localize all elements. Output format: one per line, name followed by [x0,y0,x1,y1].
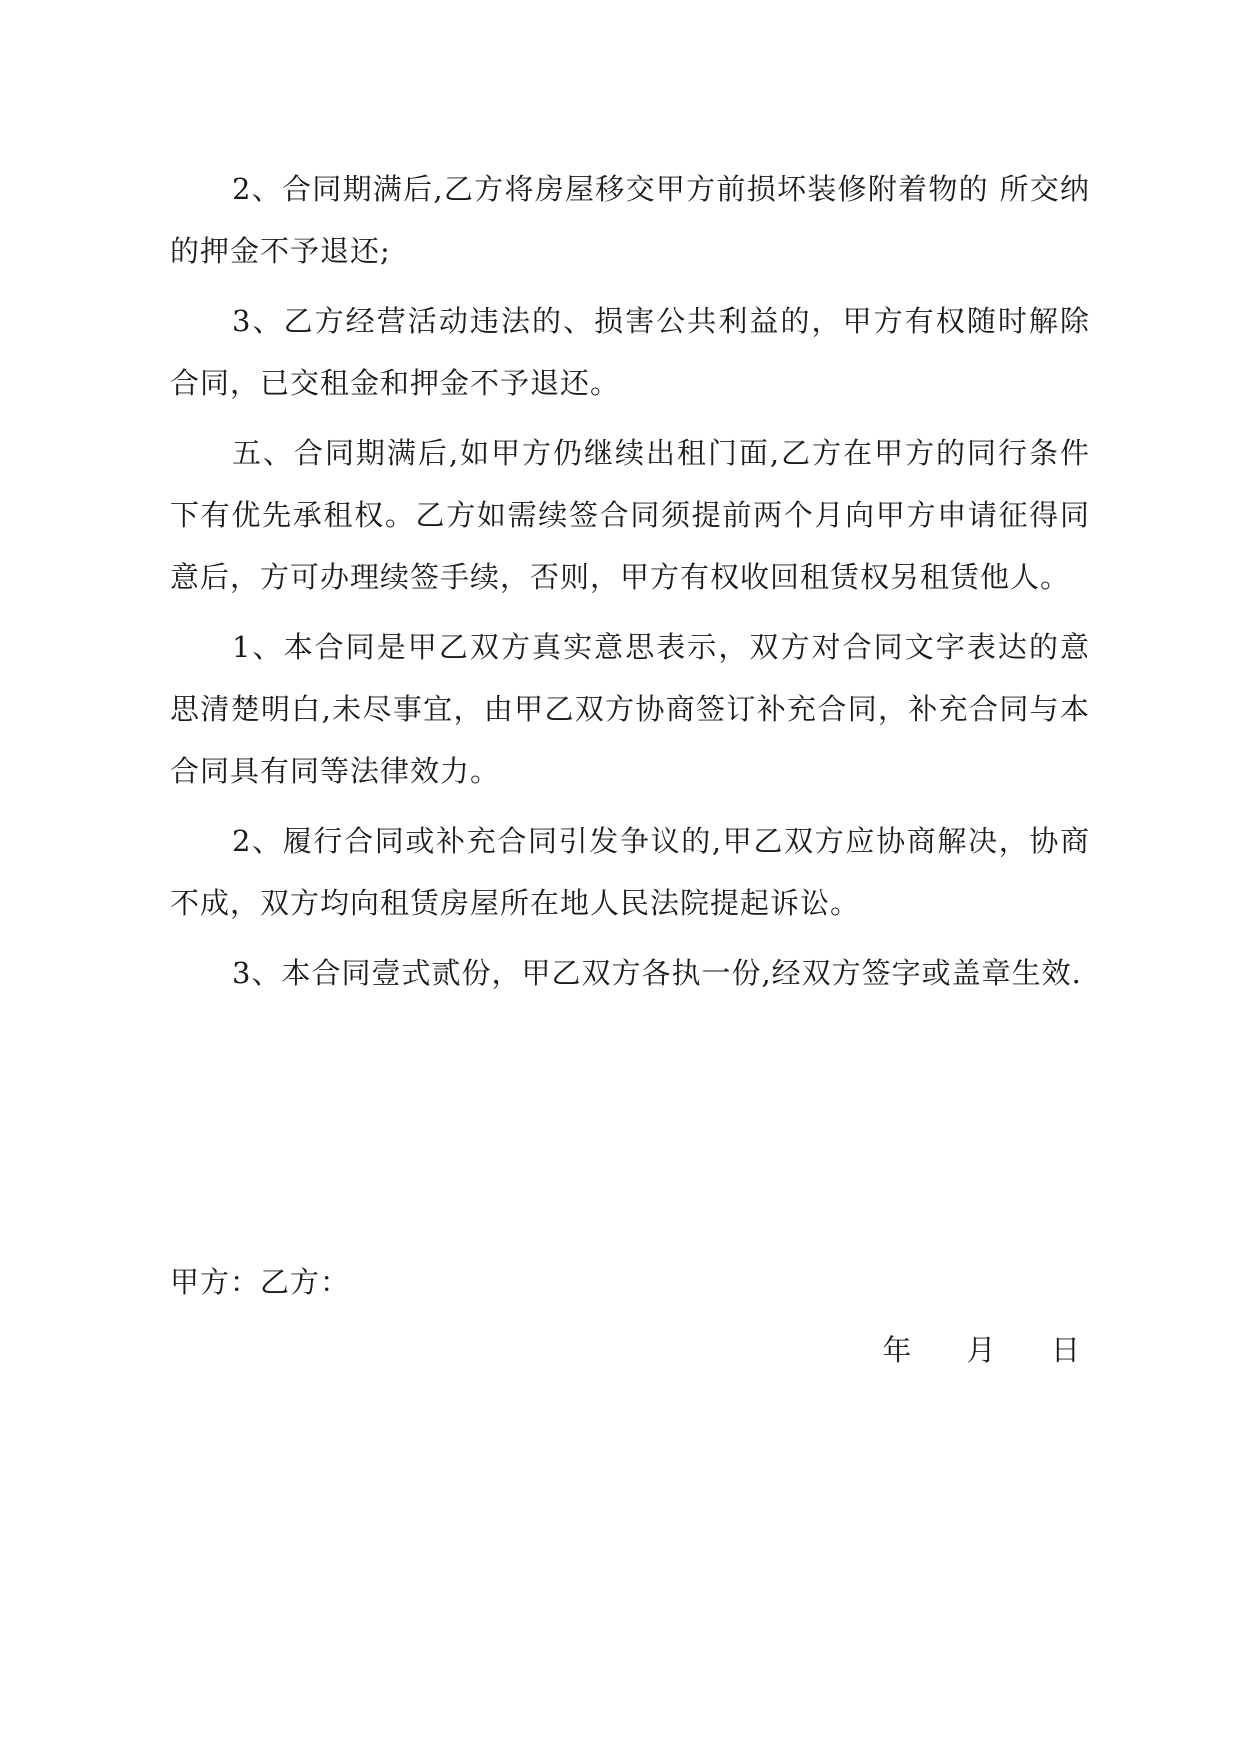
clause-paragraph: 2、履行合同或补充合同引发争议的,甲乙双方应协商解决，协商不成，双方均向租赁房屋所在地人民法院提起诉讼。 [170,824,1090,920]
clause-paragraph: 五、合同期满后,如甲方仍继续出租门面,乙方在甲方的同行条件下有优先承租权。乙方如需续签合同须提前两个月向甲方申请征得同意后，方可办理续签手续，否则，甲方有权收回租赁权另租赁他人。 [170,436,1090,594]
clause-paragraph: 3、乙方经营活动违法的、损害公共利益的，甲方有权随时解除合同，已交租金和押金不予退还。 [170,304,1090,400]
date-line: 年 月 日 [882,1333,1080,1367]
signature-line: 甲方：乙方： [170,1265,351,1299]
contract-body [170,158,1090,1012]
clause-paragraph: 2、合同期满后,乙方将房屋移交甲方前损坏装修附着物的 所交纳的押金不予退还; [170,172,1090,268]
clause-paragraph: 1、本合同是甲乙双方真实意思表示，双方对合同文字表达的意思清楚明白,未尽事宜，由甲乙双方协商签订补充合同，补充合同与本合同具有同等法律效力。 [170,630,1090,788]
clause-paragraph: 3、本合同壹式贰份，甲乙双方各执一份,经双方签字或盖章生效. [232,956,1082,990]
